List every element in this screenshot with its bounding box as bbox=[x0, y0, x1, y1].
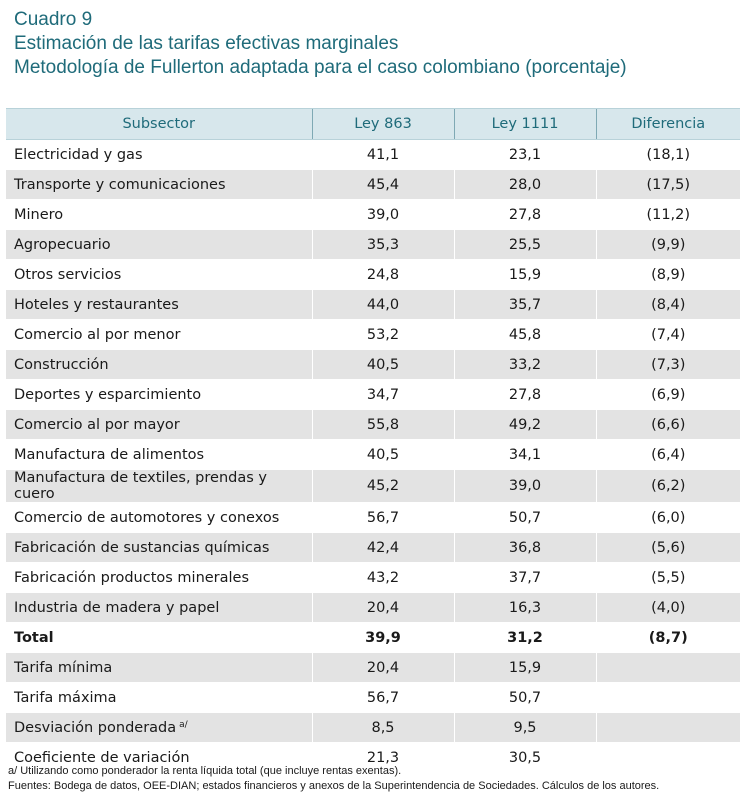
cell-subsector: Construcción bbox=[6, 350, 312, 380]
cell-diferencia: (6,6) bbox=[596, 410, 740, 440]
cell-diferencia: (11,2) bbox=[596, 200, 740, 230]
data-table bbox=[6, 108, 740, 773]
table-subcaption: Metodología de Fullerton adaptada para el caso colombiano (porcentaje) bbox=[14, 57, 627, 78]
cell-ley-1111: 50,7 bbox=[454, 683, 596, 713]
table-row bbox=[6, 503, 740, 533]
cell-total-label: Total bbox=[6, 623, 312, 653]
cell-total-ley-863: 39,9 bbox=[312, 623, 454, 653]
cell-ley-1111: 23,1 bbox=[454, 140, 596, 170]
table-number: Cuadro 9 bbox=[14, 9, 93, 30]
table-notes bbox=[8, 764, 659, 794]
cell-stat-label: Tarifa máxima bbox=[6, 683, 312, 713]
table-row bbox=[6, 350, 740, 380]
cell-total-ley-1111: 31,2 bbox=[454, 623, 596, 653]
table-title bbox=[14, 8, 627, 80]
cell-ley-1111: 49,2 bbox=[454, 410, 596, 440]
cell-ley-863: 20,4 bbox=[312, 593, 454, 623]
cell-ley-1111: 35,7 bbox=[454, 290, 596, 320]
header-subsector: Subsector bbox=[6, 109, 312, 140]
cell-ley-863: 8,5 bbox=[312, 713, 454, 743]
cell-diferencia: (6,2) bbox=[596, 470, 740, 503]
cell-subsector: Otros servicios bbox=[6, 260, 312, 290]
cell-ley-1111: 15,9 bbox=[454, 260, 596, 290]
cell-subsector: Comercio de automotores y conexos bbox=[6, 503, 312, 533]
sources-note: Fuentes: Bodega de datos, OEE-DIAN; estados financieros y anexos de la Superintendencia de Sociedades. Cálculos de los autores. bbox=[8, 780, 660, 792]
cell-diferencia: (6,0) bbox=[596, 503, 740, 533]
cell-ley-863: 35,3 bbox=[312, 230, 454, 260]
cell-ley-863: 40,5 bbox=[312, 350, 454, 380]
cell-ley-1111: 30,5 bbox=[454, 743, 596, 773]
header-diferencia: Diferencia bbox=[596, 109, 740, 140]
cell-diferencia: (5,6) bbox=[596, 533, 740, 563]
cell-ley-1111: 27,8 bbox=[454, 200, 596, 230]
table-row bbox=[6, 170, 740, 200]
cell-subsector: Industria de madera y papel bbox=[6, 593, 312, 623]
cell-subsector: Manufactura de alimentos bbox=[6, 440, 312, 470]
cell-ley-863: 56,7 bbox=[312, 503, 454, 533]
footnote-marker: a/ bbox=[179, 719, 188, 730]
cell-ley-863: 41,1 bbox=[312, 140, 454, 170]
table-row bbox=[6, 563, 740, 593]
table-row bbox=[6, 593, 740, 623]
cell-subsector: Agropecuario bbox=[6, 230, 312, 260]
desviacion-row bbox=[6, 713, 740, 743]
table-row bbox=[6, 380, 740, 410]
cell-ley-863: 56,7 bbox=[312, 683, 454, 713]
header-row bbox=[6, 109, 740, 140]
table-caption: Estimación de las tarifas efectivas marginales bbox=[14, 33, 399, 54]
cell-ley-1111: 27,8 bbox=[454, 380, 596, 410]
cell-diferencia: (17,5) bbox=[596, 170, 740, 200]
cell-subsector: Manufactura de textiles, prendas y cuero bbox=[6, 470, 312, 503]
table-row bbox=[6, 200, 740, 230]
cell-subsector: Minero bbox=[6, 200, 312, 230]
footnote: a/ Utilizando como ponderador la renta líquida total (que incluye rentas exentas). bbox=[8, 765, 402, 777]
cell-empty bbox=[596, 653, 740, 683]
table-row bbox=[6, 290, 740, 320]
cell-ley-863: 44,0 bbox=[312, 290, 454, 320]
cell-ley-863: 43,2 bbox=[312, 563, 454, 593]
cell-stat-label: Tarifa mínima bbox=[6, 653, 312, 683]
cell-subsector: Comercio al por menor bbox=[6, 320, 312, 350]
cell-subsector: Electricidad y gas bbox=[6, 140, 312, 170]
cell-stat-label: Coeficiente de variación bbox=[6, 743, 312, 773]
cell-ley-863: 21,3 bbox=[312, 743, 454, 773]
cell-subsector: Comercio al por mayor bbox=[6, 410, 312, 440]
cell-subsector: Hoteles y restaurantes bbox=[6, 290, 312, 320]
cell-ley-1111: 16,3 bbox=[454, 593, 596, 623]
cell-empty bbox=[596, 683, 740, 713]
cell-ley-863: 24,8 bbox=[312, 260, 454, 290]
cell-ley-863: 45,2 bbox=[312, 470, 454, 503]
cell-ley-863: 42,4 bbox=[312, 533, 454, 563]
cell-ley-1111: 50,7 bbox=[454, 503, 596, 533]
cell-ley-863: 53,2 bbox=[312, 320, 454, 350]
cell-ley-1111: 33,2 bbox=[454, 350, 596, 380]
cell-ley-1111: 25,5 bbox=[454, 230, 596, 260]
total-row bbox=[6, 623, 740, 653]
cell-subsector: Fabricación de sustancias químicas bbox=[6, 533, 312, 563]
header-ley-1111: Ley 1111 bbox=[454, 109, 596, 140]
cell-diferencia: (18,1) bbox=[596, 140, 740, 170]
cell-ley-863: 55,8 bbox=[312, 410, 454, 440]
table-row bbox=[6, 260, 740, 290]
cell-diferencia: (8,9) bbox=[596, 260, 740, 290]
cell-diferencia: (7,4) bbox=[596, 320, 740, 350]
cell-ley-1111: 15,9 bbox=[454, 653, 596, 683]
table-row bbox=[6, 140, 740, 170]
cell-empty bbox=[596, 713, 740, 743]
header-ley-863: Ley 863 bbox=[312, 109, 454, 140]
cell-diferencia: (6,4) bbox=[596, 440, 740, 470]
cell-total-diferencia: (8,7) bbox=[596, 623, 740, 653]
cell-ley-863: 40,5 bbox=[312, 440, 454, 470]
tarifa-maxima-row bbox=[6, 683, 740, 713]
cell-diferencia: (8,4) bbox=[596, 290, 740, 320]
cell-diferencia: (9,9) bbox=[596, 230, 740, 260]
cell-subsector: Transporte y comunicaciones bbox=[6, 170, 312, 200]
cell-ley-1111: 37,7 bbox=[454, 563, 596, 593]
table-row bbox=[6, 533, 740, 563]
cell-ley-863: 45,4 bbox=[312, 170, 454, 200]
cell-ley-863: 39,0 bbox=[312, 200, 454, 230]
tarifa-minima-row bbox=[6, 653, 740, 683]
cell-ley-1111: 36,8 bbox=[454, 533, 596, 563]
table-row bbox=[6, 320, 740, 350]
cell-diferencia: (6,9) bbox=[596, 380, 740, 410]
cell-ley-1111: 39,0 bbox=[454, 470, 596, 503]
cell-ley-1111: 34,1 bbox=[454, 440, 596, 470]
table-row bbox=[6, 470, 740, 503]
cell-diferencia: (7,3) bbox=[596, 350, 740, 380]
cell-diferencia: (4,0) bbox=[596, 593, 740, 623]
table-row bbox=[6, 410, 740, 440]
desviacion-label: Desviación ponderada bbox=[14, 719, 177, 736]
table-row bbox=[6, 440, 740, 470]
cell-ley-863: 20,4 bbox=[312, 653, 454, 683]
table-row bbox=[6, 230, 740, 260]
cell-diferencia: (5,5) bbox=[596, 563, 740, 593]
cell-stat-label bbox=[6, 713, 312, 743]
cell-ley-1111: 45,8 bbox=[454, 320, 596, 350]
cell-subsector: Deportes y esparcimiento bbox=[6, 380, 312, 410]
cell-subsector: Fabricación productos minerales bbox=[6, 563, 312, 593]
cell-ley-1111: 28,0 bbox=[454, 170, 596, 200]
cell-ley-1111: 9,5 bbox=[454, 713, 596, 743]
cell-ley-863: 34,7 bbox=[312, 380, 454, 410]
